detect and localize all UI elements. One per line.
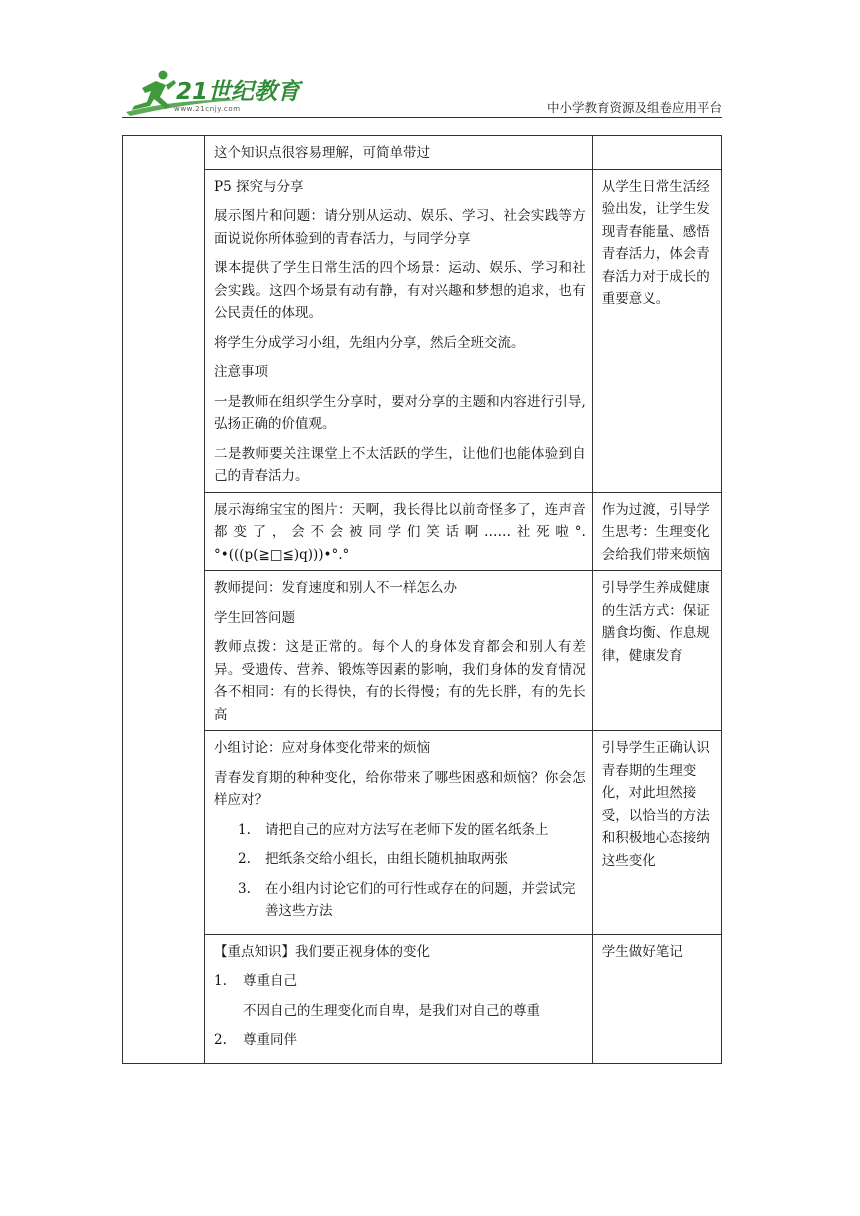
list-item-number: 1. [214,973,227,989]
content-cell [205,169,593,492]
content-cell [205,731,593,935]
note-text: 引导学生养成健康的生活方式：保证膳食均衡、作息规律，健康发育 [601,580,710,664]
list-item-number: 1. [238,821,251,838]
content-text: 这个知识点很容易理解，可简单带过 [214,145,431,161]
section-heading: P5 探究与分享 [214,178,304,195]
table-row [123,136,722,170]
table-row [123,934,722,1063]
discussion-steps-list [214,819,586,923]
key-knowledge-title: 【重点知识】我们要正视身体的变化 [214,943,431,960]
list-item [214,970,586,993]
table-row [123,492,722,571]
list-item-text: 在小组内讨论它们的可行性或存在的问题，并尝试完善这些方法 [265,880,576,919]
list-item [214,1029,586,1052]
list-item-text: 尊重自己 [243,973,298,989]
content-text: 展示图片和问题：请分别从运动、娱乐、学习、社会实践等方面说说你所体验到的青春活力，与同学分享 [214,208,586,247]
note-cell [592,571,721,731]
content-text: 课本提供了学生日常生活的四个场景：运动、娱乐、学习和社会实践。这四个场景有动有静，有对兴趣和梦想的追求，也有公民责任的体现。 [214,260,586,321]
platform-title: 中小学教育资源及组卷应用平台 [546,100,722,115]
content-subheading: 注意事项 [214,364,269,380]
list-item-detail: 不因自己的生理变化而自卑，是我们对自己的尊重 [243,1002,541,1019]
list-item-number: 3. [238,880,251,897]
logo-url-text: www.21cnjy.com [174,105,241,113]
content-text: 将学生分成学习小组，先组内分享，然后全班交流。 [214,334,525,351]
content-text: 小组讨论：应对身体变化带来的烦恼 [214,740,431,756]
note-text: 引导学生正确认识青春期的生理变化，对此坦然接受，以恰当的方法和积极地心态接纳这些变化 [601,740,710,869]
content-text: 一是教师在组织学生分享时，要对分享的主题和内容进行引导,弘扬正确的价值观。 [214,393,586,432]
svg-text:21世纪教育: 21世纪教育 [176,79,301,105]
note-text: 从学生日常生活经验出发，让学生发现青春能量、感悟青春活力，体会青春活力对于成长的重要意义。 [601,178,710,307]
content-text: 青春发育期的种种变化，给你带来了哪些困惑和烦恼？你会怎样应对？ [214,769,586,808]
list-item-number: 2. [214,1032,227,1048]
note-text: 作为过渡，引导学生思考：生理变化会给我们带来烦恼 [601,501,710,563]
lesson-plan-table [122,135,722,1064]
list-item [214,848,586,871]
content-cell [205,934,593,1063]
list-item [214,819,586,842]
content-cell [205,136,593,170]
note-cell [592,136,721,170]
left-column-cell [123,136,205,1064]
table-row [123,169,722,492]
list-item-text: 请把自己的应对方法写在老师下发的匿名纸条上 [265,821,549,838]
note-cell [592,731,721,935]
list-item-text: 尊重同伴 [243,1032,298,1048]
content-cell [205,571,593,731]
content-text: 教师点拨：这是正常的。每个人的身体发育都会和别人有差异。受遗传、营养、锻炼等因素的影响，我们身体的发育情况各不相同：有的长得快，有的长得慢；有的先长胖，有的先长高 [214,639,586,723]
page-header [122,66,722,118]
content-text: 教师提问：发育速度和别人不一样怎么办 [214,580,458,596]
list-item-number: 2. [238,851,251,867]
note-text: 学生做好笔记 [601,943,683,960]
content-cell [205,492,593,571]
table-row [123,731,722,935]
header-divider [122,117,722,118]
note-cell [592,934,721,1063]
list-item [214,878,586,923]
logo-21cnjy [122,66,322,118]
note-cell [592,169,721,492]
content-text: 展示海绵宝宝的图片：天啊，我长得比以前奇怪多了，连声音都变了，会不会被同学们笑话啊……社死啦°.°•(((p(≧□≦)q)))•°.° [214,501,586,563]
note-cell [592,492,721,571]
content-text: 二是教师要关注课堂上不太活跃的学生，让他们也能体验到自己的青春活力。 [214,445,586,484]
table-row [123,571,722,731]
content-text: 学生回答问题 [214,609,296,626]
list-item-text: 把纸条交给小组长，由组长随机抽取两张 [265,851,509,867]
